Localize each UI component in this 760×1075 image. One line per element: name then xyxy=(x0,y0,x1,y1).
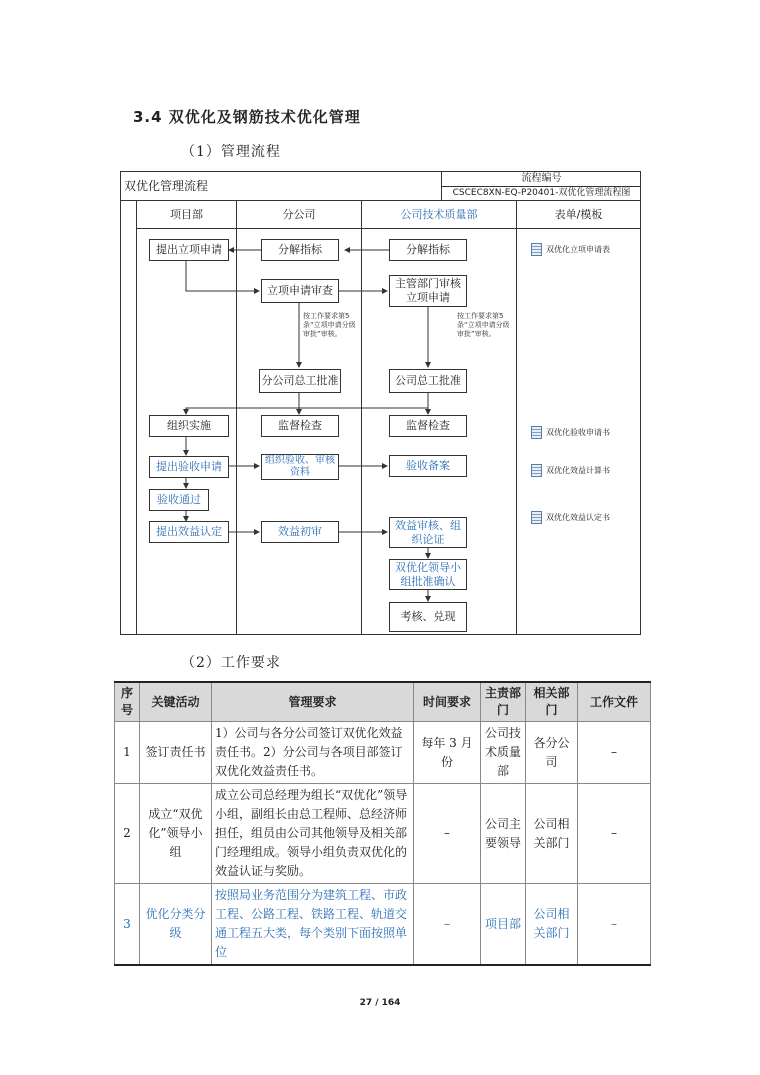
requirements-table xyxy=(114,681,651,966)
cell-activity: 优化分类分级 xyxy=(140,884,212,966)
table-row xyxy=(115,884,651,966)
section-heading: 3.4 双优化及钢筋技术优化管理 xyxy=(133,108,361,126)
flow-box-branch-acceptance: 组织验收、审核资料 xyxy=(261,454,339,480)
cell-main-dept: 项目部 xyxy=(481,884,526,966)
cell-activity: 成立“双优化”领导小组 xyxy=(140,784,212,884)
form-label: 双优化立项申请表 xyxy=(546,245,610,254)
cell-no: 2 xyxy=(115,784,140,884)
flow-box-branch-review: 立项申请审查 xyxy=(261,279,339,303)
lane-header-branch: 分公司 xyxy=(282,208,316,221)
cell-main-dept: 公司主要领导 xyxy=(481,784,526,884)
flow-box-dept-review: 主管部门审核立项申请 xyxy=(389,275,467,307)
flow-box-company-decompose: 分解指标 xyxy=(389,239,467,261)
lane-header-tech-dept: 公司技术质量部 xyxy=(400,208,478,221)
subheading-requirements: （2）工作要求 xyxy=(181,655,281,671)
flow-box-assess-redeem: 考核、兑现 xyxy=(389,602,467,632)
form-label: 双优化效益认定书 xyxy=(546,513,610,522)
flow-note-branch: 按工作要求第5条“立项申请分级审批”审核。 xyxy=(303,312,356,338)
document-icon xyxy=(531,511,542,524)
flow-box-leader-approval: 双优化领导小组批准确认 xyxy=(389,559,467,590)
document-icon xyxy=(531,464,542,477)
cell-no: 1 xyxy=(115,722,140,784)
flow-box-acceptance-passed: 验收通过 xyxy=(149,489,209,511)
flow-code-value: CSCEC8XN-EQ-P20401-双优化管理流程图 xyxy=(441,186,641,200)
header-no: 序号 xyxy=(115,682,140,722)
cell-related-dept: 公司相关部门 xyxy=(526,784,578,884)
cell-time: – xyxy=(414,784,481,884)
lane-header-project: 项目部 xyxy=(170,208,203,221)
flow-box-acceptance-record: 验收备案 xyxy=(389,455,467,477)
flow-box-benefit-audit: 效益审核、组织论证 xyxy=(389,517,467,548)
lane-header-forms: 表单/模板 xyxy=(554,208,603,221)
form-item xyxy=(531,426,610,439)
table-row xyxy=(115,784,651,884)
flow-box-submit-acceptance: 提出验收申请 xyxy=(149,456,229,478)
header-main-dept: 主责部门 xyxy=(481,682,526,722)
cell-requirements: 成立公司总经理为组长“双优化”领导小组，副组长由总工程师、总经济师担任，组员由公司其他领导及相关部门经理组成。领导小组负责双优化的效益认证与奖励。 xyxy=(212,784,414,884)
form-item xyxy=(531,464,610,477)
cell-related-dept: 公司相关部门 xyxy=(526,884,578,966)
header-time: 时间要求 xyxy=(414,682,481,722)
flow-box-branch-chief-approval: 分公司总工批准 xyxy=(259,369,341,393)
form-label: 双优化验收申请书 xyxy=(546,428,610,437)
cell-activity: 签订责任书 xyxy=(140,722,212,784)
flow-code-label: 流程编号 xyxy=(441,172,641,187)
form-item xyxy=(531,511,610,524)
header-related-dept: 相关部门 xyxy=(526,682,578,722)
flow-box-branch-decompose: 分解指标 xyxy=(261,239,339,261)
cell-related-dept: 各分公司 xyxy=(526,722,578,784)
cell-requirements: 1）公司与各分公司签订双优化效益责任书。2）分公司与各项目部签订双优化效益责任书。 xyxy=(212,722,414,784)
cell-no: 3 xyxy=(115,884,140,966)
flow-box-company-chief-approval: 公司总工批准 xyxy=(389,369,467,393)
document-icon xyxy=(531,426,542,439)
flow-title: 双优化管理流程 xyxy=(124,179,209,193)
cell-time: 每年 3 月份 xyxy=(414,722,481,784)
flow-chart xyxy=(120,171,641,635)
table-header-row xyxy=(115,682,651,722)
flow-box-organize-implementation: 组织实施 xyxy=(149,415,229,437)
cell-time: – xyxy=(414,884,481,966)
cell-documents: – xyxy=(578,722,651,784)
cell-requirements: 按照局业务范围分为建筑工程、市政工程、公路工程、铁路工程、轨道交通工程五大类，每个类别下面按照单位 xyxy=(212,884,414,966)
flow-box-branch-benefit-review: 效益初审 xyxy=(261,521,339,543)
flow-box-submit-application: 提出立项申请 xyxy=(149,239,229,261)
cell-documents: – xyxy=(578,784,651,884)
flow-note-company: 按工作要求第5条“立项申请分级审批”审核。 xyxy=(457,312,510,338)
cell-main-dept: 公司技术质量部 xyxy=(481,722,526,784)
page-number: 27 / 164 xyxy=(359,998,401,1008)
subheading-process: （1）管理流程 xyxy=(181,144,281,160)
form-item xyxy=(531,243,610,256)
flow-box-branch-supervise: 监督检查 xyxy=(261,415,339,437)
header-documents: 工作文件 xyxy=(578,682,651,722)
flow-box-submit-benefit: 提出效益认定 xyxy=(149,521,229,543)
cell-documents: – xyxy=(578,884,651,966)
header-requirements: 管理要求 xyxy=(212,682,414,722)
document-icon xyxy=(531,243,542,256)
form-label: 双优化效益计算书 xyxy=(546,466,610,475)
flow-box-company-supervise: 监督检查 xyxy=(389,415,467,437)
table-row xyxy=(115,722,651,784)
header-activity: 关键活动 xyxy=(140,682,212,722)
